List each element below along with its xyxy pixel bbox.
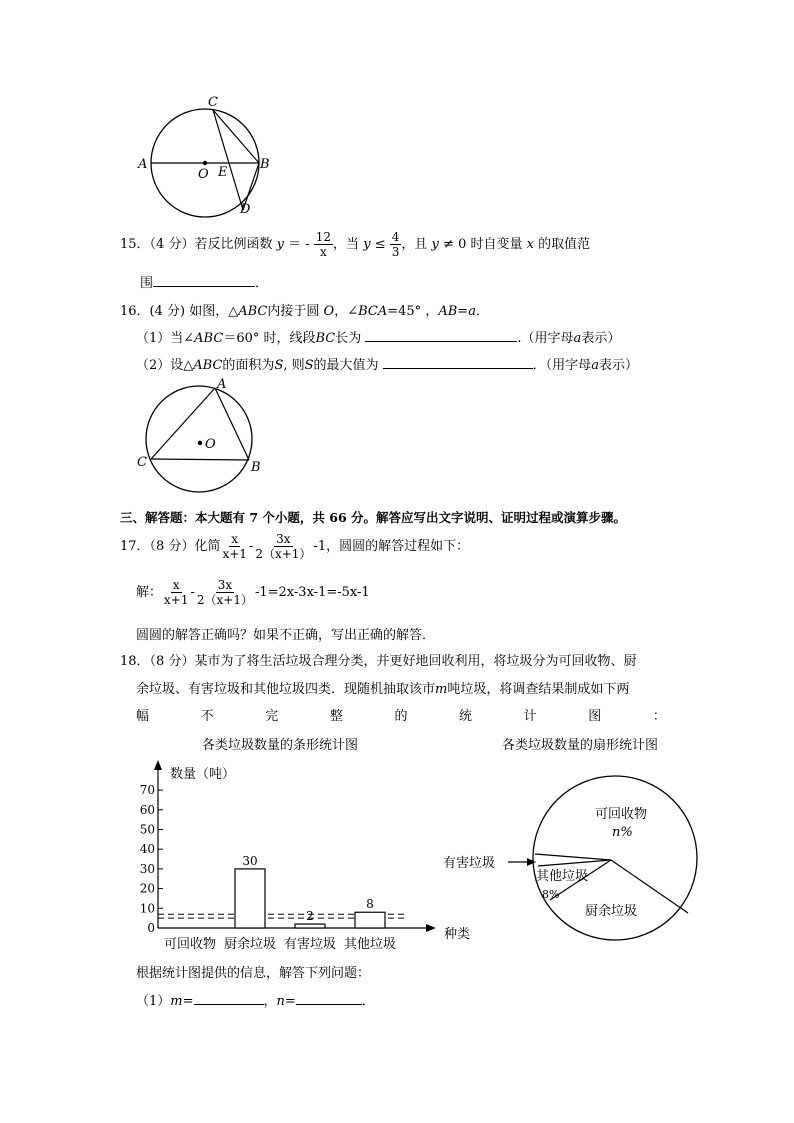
- y-tick-label: 60: [139, 802, 155, 817]
- pie-chart-title: 各类垃圾数量的扇形统计图: [502, 738, 659, 753]
- label-D: D: [240, 202, 251, 217]
- label-C2: C: [137, 455, 147, 470]
- label-O: O: [198, 167, 209, 182]
- y-tick-label: 40: [139, 842, 155, 857]
- bar: [355, 912, 385, 928]
- q17-question: 圆圆的解答正确吗？如果不正确，写出正确的解答．: [136, 628, 436, 643]
- x-tick-label: 其他垃圾: [343, 937, 397, 952]
- m-answer-blank[interactable]: [194, 992, 264, 1005]
- label-B2: B: [251, 460, 261, 475]
- n-answer-blank[interactable]: [296, 992, 362, 1005]
- bar-chart: [128, 758, 488, 958]
- y-tick-label: 30: [139, 861, 155, 876]
- x-tick-label: 有害垃圾: [283, 937, 337, 952]
- circle-figure-1: [130, 90, 290, 220]
- pie-label-other: 其他垃圾: [536, 869, 589, 884]
- y-tick-label: 20: [139, 881, 155, 896]
- y-tick-label: 50: [139, 822, 155, 837]
- label-A: A: [138, 157, 148, 172]
- pie-label-n-percent: n%: [612, 825, 633, 840]
- label-E: E: [218, 165, 228, 180]
- q16-part2-blank[interactable]: [383, 356, 533, 369]
- q16-part1-blank[interactable]: [365, 329, 517, 342]
- q18-line3: 幅 不 完 整 的 统 计 图 ：: [136, 709, 666, 724]
- x-tick-label: 厨余垃圾: [223, 937, 277, 952]
- bar-data-label: 8: [366, 897, 374, 912]
- bar: [295, 924, 325, 928]
- pie-label-recyclable: 可回收物: [595, 807, 648, 822]
- q15-line2: 围 ．: [140, 276, 269, 291]
- q16-stem: 16．(4 分) 如图，△ABC内接于圆 O，∠BCA=45° ，AB=a．: [120, 304, 489, 319]
- pie-callout-hazardous: 有害垃圾: [443, 856, 496, 871]
- bar-data-label: 30: [242, 853, 258, 868]
- label-O2: O: [205, 437, 216, 452]
- q17-solution: 解： $\frac{x}{x+1}$ - $\frac{3x}{2(x+1)}$ -1=2x-3x-1=-5x-1: [136, 578, 370, 607]
- q16-part2: （2）设△ABC的面积为S, 则S的最大值为 ．（用字母a表示）: [136, 358, 638, 373]
- bar: [235, 869, 265, 928]
- y-tick-label: 10: [139, 901, 155, 916]
- q18-line2: 余垃圾、有害垃圾和其他垃圾四类．现随机抽取该市m吨垃圾，将调查结果制成如下两: [136, 682, 630, 697]
- x-tick-label: 可回收物: [163, 937, 217, 952]
- x-axis-title: 种类: [444, 927, 471, 942]
- q18-answer1: （1）m= ，n= ．: [136, 994, 375, 1009]
- q16-part1: （1）当∠ABC＝60° 时，线段BC长为 .（用字母a表示）: [136, 331, 621, 346]
- q17-stem: 17．（8 分）化简 $\frac{x}{x+1}$ - $\frac{3x}{2(x+1)}$ -1，圆圆的解答过程如下：: [120, 532, 470, 561]
- y-axis-arrow: [154, 760, 162, 770]
- label-B: B: [260, 157, 270, 172]
- q18-after: 根据统计图提供的信息，解答下列问题：: [136, 966, 371, 981]
- q15-answer-blank[interactable]: [153, 274, 255, 287]
- bar-chart-title: 各类垃圾数量的条形统计图: [202, 738, 359, 753]
- label-A2: A: [217, 377, 227, 392]
- y-axis-title: 数量（吨）: [170, 767, 236, 782]
- label-C: C: [208, 95, 218, 110]
- pie-label-other-percent: 8%: [542, 888, 560, 901]
- y-tick-label: 70: [139, 783, 155, 798]
- fraction-12-over-x: $\frac{12}{x}$: [315, 230, 332, 259]
- q15-line1: 15．（4 分）若反比例函数 y ＝ - $\frac{12}{x}$ ，当 y ≤ $\frac{4}{3}$ ，且 y ≠ 0 时自变量 x 的取值范: [120, 230, 591, 259]
- fraction-3x-over-2x1: $\frac{3x}{2(x+1)}$: [255, 532, 312, 561]
- y-tick-label: 0: [147, 921, 155, 935]
- section-3-heading: 三、解答题：本大题有 7 个小题，共 66 分。解答应写出文字说明、证明过程或演算步骤。: [120, 510, 627, 525]
- fraction-x-over-x1: $\frac{x}{x+1}$: [222, 532, 247, 561]
- circle-figure-2: [130, 372, 280, 502]
- pie-label-kitchen: 厨余垃圾: [585, 904, 638, 919]
- bar-data-label: 2: [306, 909, 314, 924]
- q18-line1: 18．（8 分）某市为了将生活垃圾合理分类，并更好地回收利用，将垃圾分为可回收物、厨: [120, 654, 637, 669]
- fraction-4-over-3: $\frac{4}{3}$: [391, 230, 400, 259]
- pie-chart: [435, 770, 710, 945]
